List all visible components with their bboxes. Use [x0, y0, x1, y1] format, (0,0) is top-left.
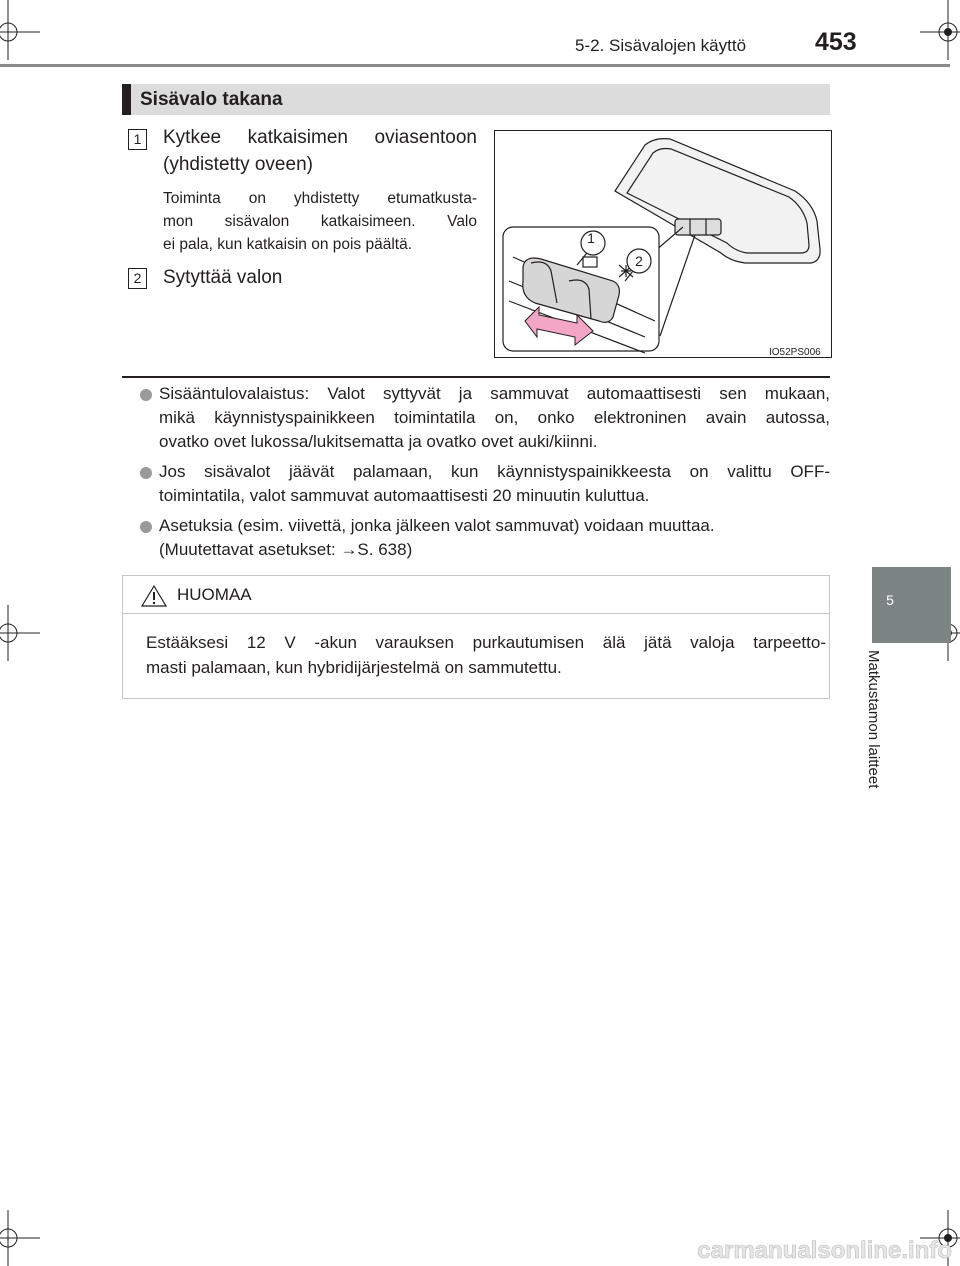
watermark [560, 1232, 960, 1266]
bullet-3-line1: Asetuksia (esim. viivettä, jonka jälkeen valot sammuvat) voidaan muuttaa. [159, 516, 715, 535]
notice-separator [122, 613, 830, 614]
figure-callout-2: 2 [635, 253, 643, 269]
step-2-text: Sytyttää valon [163, 267, 283, 288]
chapter-number: 5 [886, 592, 894, 608]
header-rule [0, 64, 950, 67]
notice-line1: Estääksesi 12 V -akun varauksen purkautumisen älä jätä valoja tarpeetto- [146, 633, 826, 652]
bullet-1-line1: Sisääntulovalaistus: Valot syttyvät ja sammuvat automaattisesti sen mukaan, [159, 384, 830, 403]
bullet-dot [140, 521, 152, 533]
bullet-1-line3: ovatko ovet lukossa/lukitsematta ja ovatko ovet auki/kiinni. [159, 432, 598, 451]
section-divider [122, 376, 830, 378]
step-1-text-line2: (yhdistetty oveen) [163, 154, 313, 175]
bullet-3-line2: (Muutettavat asetukset: →S. 638) [159, 540, 413, 559]
step-1-sub-line3: ei pala, kun katkaisin on pois päältä. [163, 236, 413, 253]
step-number-2: 2 [128, 268, 147, 289]
step-1-sub-line2: mon sisävalon katkaisimeen. Valo [163, 213, 477, 230]
step-1-text-line1: Kytkee katkaisimen oviasentoon [163, 127, 477, 148]
switch-drawing [495, 131, 831, 357]
watermark-text: carmanualsonline.info [697, 1237, 952, 1264]
step-number-1: 1 [128, 129, 147, 150]
notice-line2: masti palamaan, kun hybridijärjestelmä on sammutettu. [146, 658, 562, 677]
chapter-title [865, 650, 895, 840]
bullet-2-line2: toimintatila, valot sammuvat automaattisesti 20 minuutin kuluttua. [159, 486, 650, 505]
header-section-title: 5-2. Sisävalojen käyttö [575, 36, 747, 55]
section-title: Sisävalo takana [140, 89, 283, 110]
warning-icon [141, 584, 167, 608]
figure-callout-1: 1 [587, 230, 595, 246]
bullet-2-line1: Jos sisävalot jäävät palamaan, kun käynnistyspainikkeesta on valittu OFF- [159, 462, 830, 481]
section-header-accent [122, 84, 131, 115]
bullet-dot [140, 389, 152, 401]
bullet-1-line2: mikä käynnistyspainikkeen toimintatila on, onko elektroninen avain autossa, [159, 408, 830, 427]
page-number: 453 [815, 28, 857, 56]
figure-code: IO52PS006 [769, 347, 821, 357]
switch-illustration [494, 130, 832, 358]
chapter-title-text: Matkustamon laitteet [865, 650, 882, 789]
step-1-sub-line1: Toiminta on yhdistetty etumatkusta- [163, 190, 477, 207]
bullet-dot [140, 467, 152, 479]
notice-title: HUOMAA [177, 585, 252, 604]
